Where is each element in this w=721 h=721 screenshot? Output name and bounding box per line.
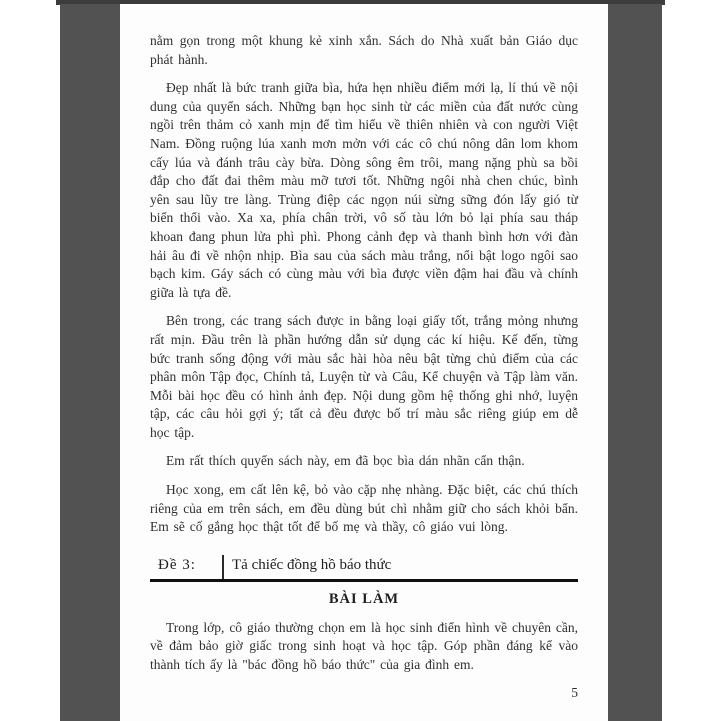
right-backdrop-bar	[608, 4, 662, 721]
topic-header	[150, 555, 578, 582]
paragraph-continuation: nằm gọn trong một khung kẻ xinh xắn. Sách do Nhà xuất bản Giáo dục phát hành.	[150, 33, 578, 67]
paragraph-liking: Em rất thích quyển sách này, em đã bọc bìa dán nhãn cẩn thận.	[166, 453, 525, 469]
page-content	[150, 32, 578, 701]
topic-title: Tả chiếc đồng hồ báo thức	[222, 555, 578, 579]
essay-opening-paragraph: Trong lớp, cô giáo thường chọn em là học sinh điển hình về chuyên cần, về đảm bảo giờ giấc trong sinh hoạt và học tập. Góp phần đáng kể vào thành tích ấy là "bác đồng hồ báo thức" của gia đình em.	[150, 619, 578, 673]
left-backdrop-bar	[60, 4, 120, 721]
topic-number-label: Đề 3:	[158, 556, 196, 573]
paragraph-cover-description: Đẹp nhất là bức tranh giữa bìa, hứa hẹn nhiều điểm mới lạ, lí thú về nội dung của quyển sách. Những bạn học sinh từ các miền của đất nước cùng ngồi trên thảm cỏ xanh mịn để tìm hiểu về thiên nhiên và con người Việt Nam. Đồng ruộng lúa xanh mơn mởn với các cô chú nông dân lom khom cấy lúa và đánh trâu cày bừa. Dòng sông êm trôi, mang nặng phù sa bồi đắp cho đất đai thêm màu mỡ tươi tốt. Những ngôi nhà chen chúc, bình yên sau lũy tre làng. Trùng điệp các ngọn núi sừng sững đón lấy gió từ biển thổi vào. Xa xa, phía chân trời, vô số tàu lớn bỏ lại phía sau tháp khoan đang phun lửa phì phì. Phong cảnh đẹp và thanh bình hơn với đàn hải âu đi về nhộn nhịp. Bìa sau của sách màu trắng, nổi bật logo ngôi sao bạch kim. Gáy sách có cùng màu với bìa được viền đậm hai đầu và chính giữa là tựa đề.	[150, 80, 578, 300]
paragraph-inside-pages: Bên trong, các trang sách được in bằng loại giấy tốt, trắng mỏng nhưng rất mịn. Đầu trên là phần hướng dẫn sử dụng các kí hiệu. Kế đến, từng bức tranh sống động với màu sắc hài hòa nêu bật từng chủ điểm của các phân môn Tập đọc, Chính tả, Luyện từ và Câu, Kể chuyện và Tập làm văn. Mỗi bài học đều có hình ảnh đẹp. Nội dung gồm hệ thống ghi nhớ, luyện tập, các câu hỏi gợi ý; tất cả đều được bố trí màu sắc riêng giúp em dễ học tập.	[150, 313, 578, 440]
book-page	[120, 4, 608, 721]
page-number: 5	[571, 684, 578, 700]
paragraph-care: Học xong, em cất lên kệ, bỏ vào cặp nhẹ nhàng. Đặc biệt, các chú thích riêng của em trên sách, em đều dùng bút chì nhằm giữ cho sách khỏi bẩn. Em sẽ cố gắng học thật tốt để bố mẹ và thầy, cô giáo vui lòng.	[150, 482, 578, 535]
essay-heading: BÀI LÀM	[328, 590, 400, 607]
